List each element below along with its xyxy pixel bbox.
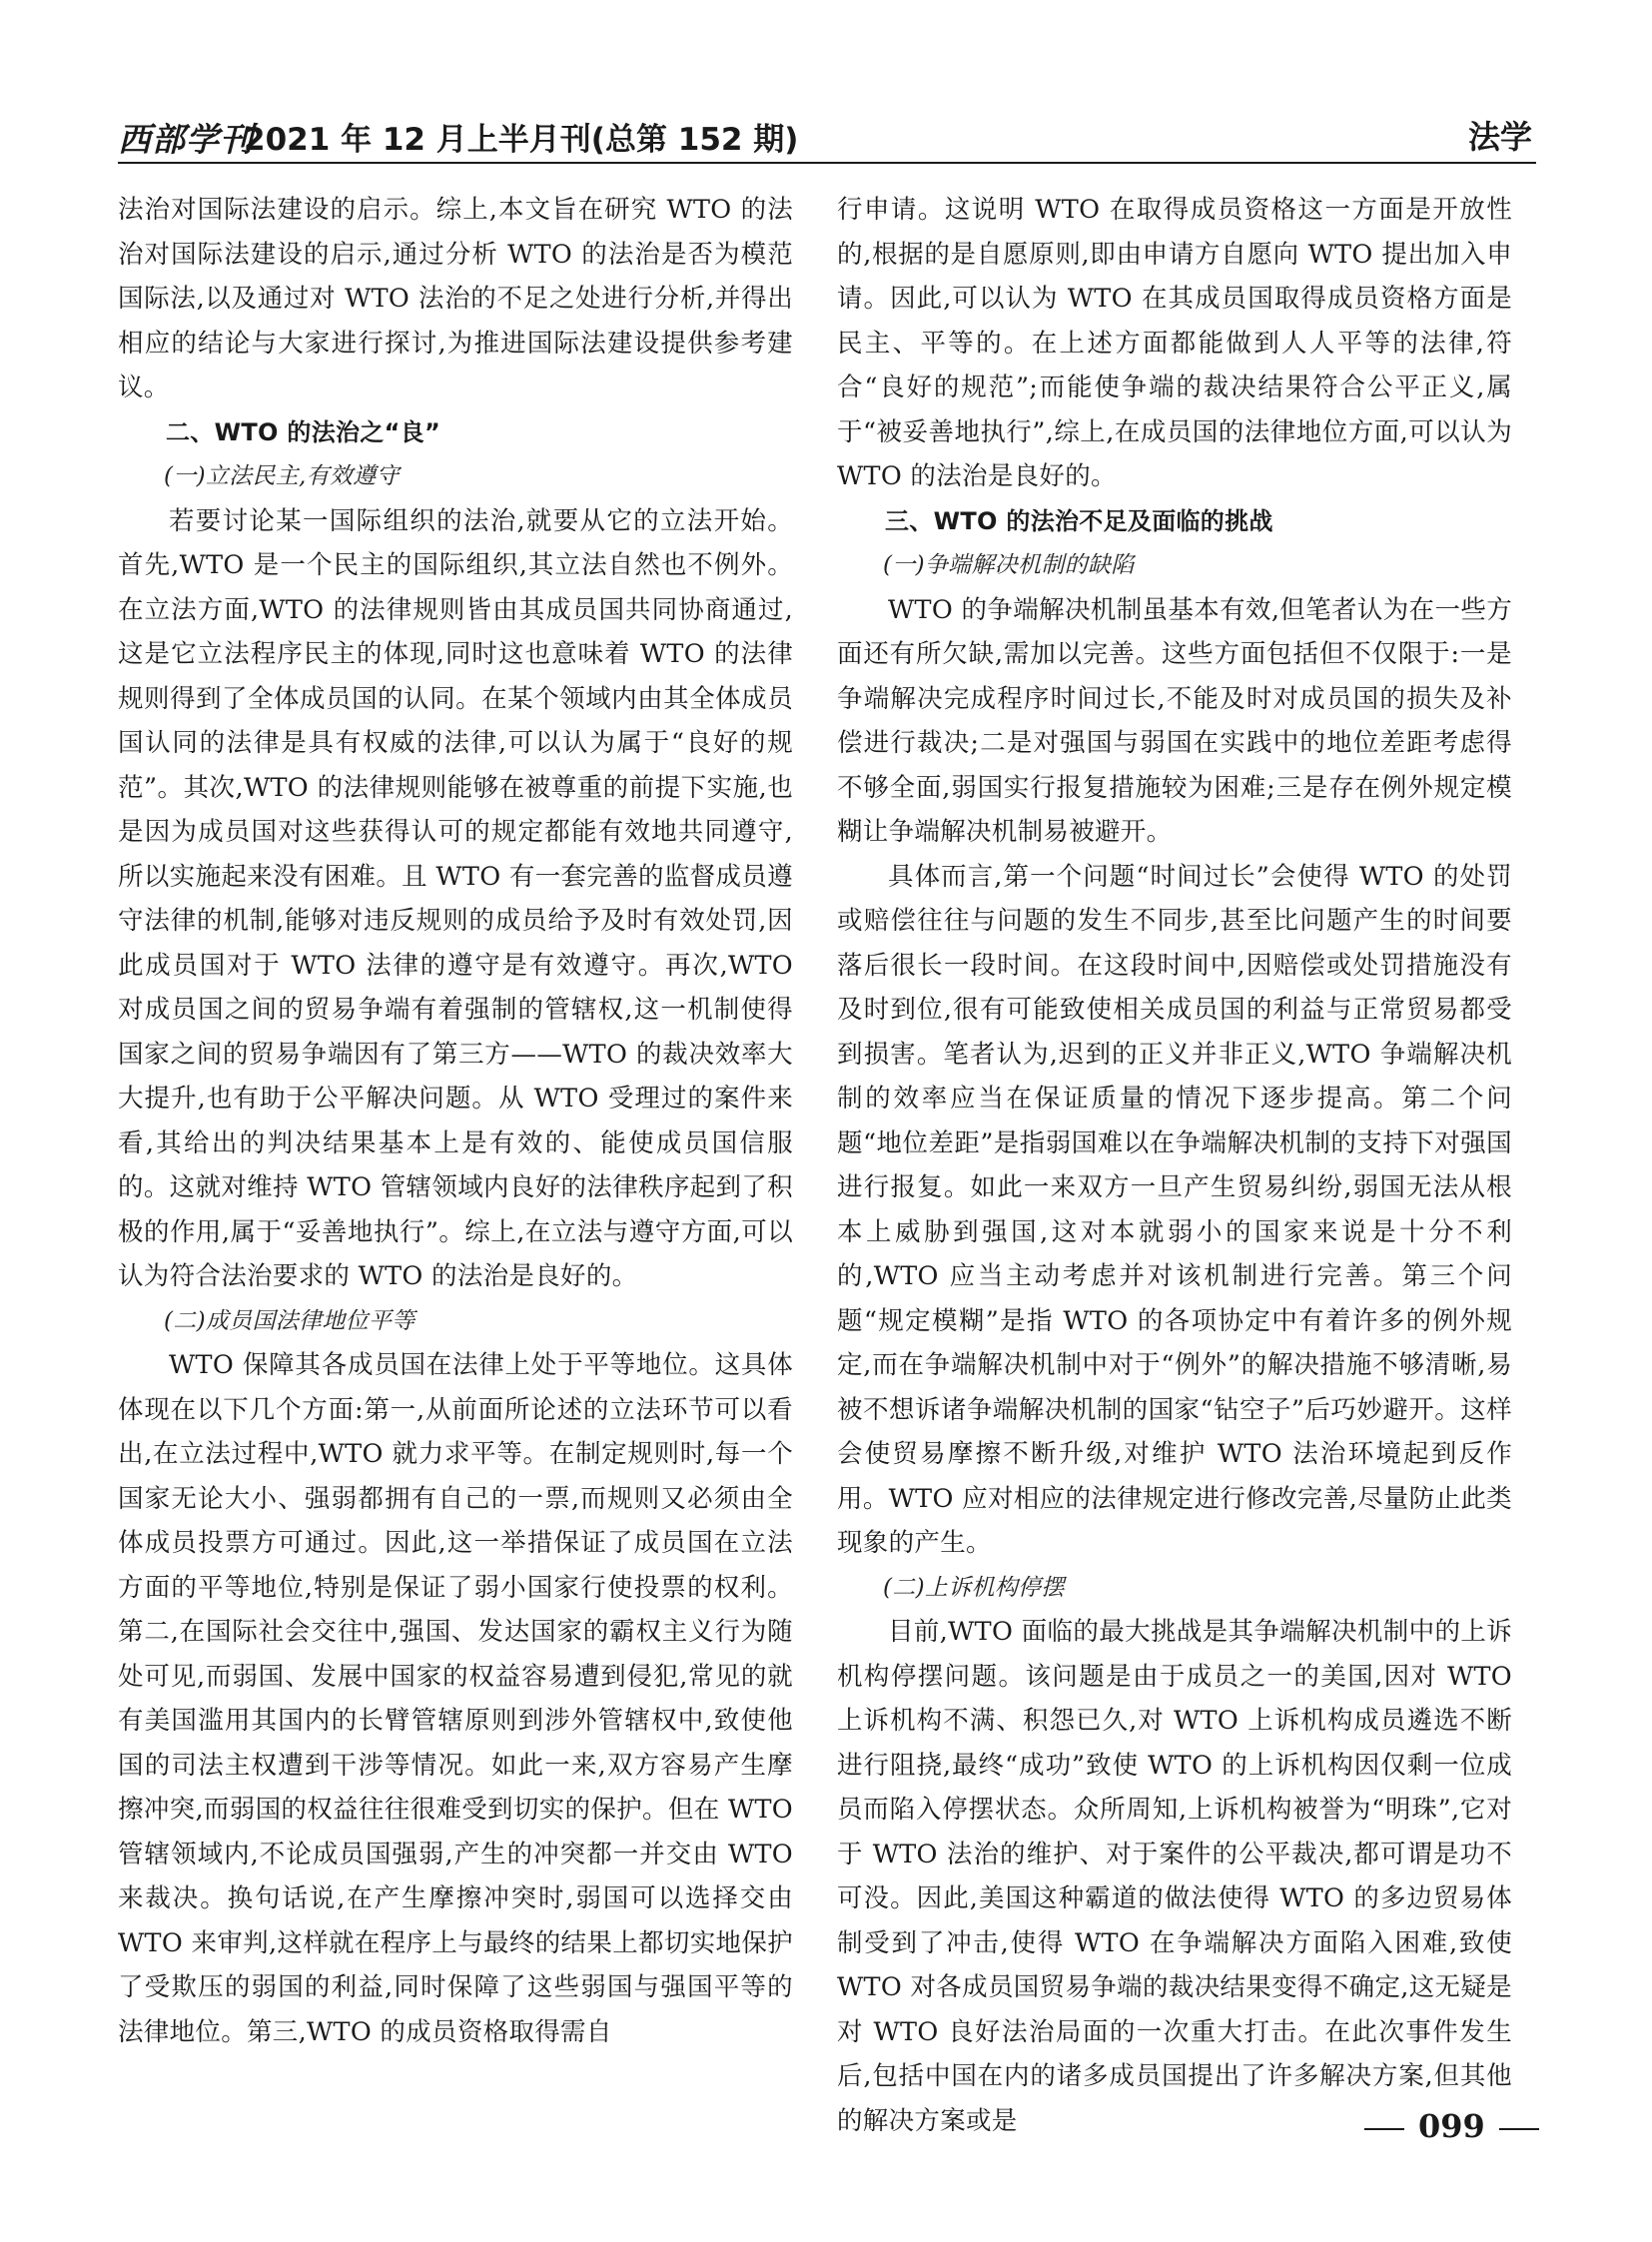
footer-dash-left bbox=[1364, 2128, 1404, 2130]
left-column bbox=[118, 188, 793, 2075]
page-footer bbox=[1350, 2107, 1553, 2145]
paragraph: 目前,WTO 面临的最大挑战是其争端解决机制中的上诉机构停摆问题。该问题是由于成员之一的美国,因对 WTO 上诉机构不满、积怨已久,对 WTO 上诉机构成员遴选不断进行阻挠,最终“成功”致使 WTO 的上诉机构因仅剩一位成员而陷入停摆状态。众所周知,上诉机构被誉为“明珠”,它对于 WTO 法治的维护、对于案件的公平裁决,都可谓是功不可没。因此,美国这种霸道的做法使得 WTO 的多边贸易体制受到了冲击,使得 WTO 在争端解决方面陷入困难,致使 WTO 对各成员国贸易争端的裁决结果变得不确定,这无疑是对 WTO 良好法治局面的一次重大打击。在此次事件发生后,包括中国在内的诸多成员国提出了许多解决方案,但其他的解决方案或是 bbox=[837, 1617, 1512, 2136]
page-header bbox=[118, 110, 1536, 164]
footer-dash-right bbox=[1499, 2128, 1539, 2130]
section-heading: 二、WTO 的法治之“良” bbox=[166, 417, 441, 446]
journal-logo: 西部学刊 bbox=[118, 120, 254, 159]
section-label: 法学 bbox=[1467, 118, 1532, 156]
subsection-heading: (一)争端解决机制的缺陷 bbox=[883, 552, 1135, 578]
paragraph: WTO 保障其各成员国在法律上处于平等地位。这具体体现在以下几个方面:第一,从前面所论述的立法环节可以看出,在立法过程中,WTO 就力求平等。在制定规则时,每一个国家无论大小、强弱都拥有自己的一票,而规则又必须由全体成员投票方可通过。因此,这一举措保证了成员国在立法方面的平等地位,特别是保证了弱小国家行使投票的权利。第二,在国际社会交往中,强国、发达国家的霸权主义行为随处可见,而弱国、发展中国家的权益容易遭到侵犯,常见的就有美国滥用其国内的长臂管辖原则到涉外管辖权中,致使他国的司法主权遭到干涉等情况。如此一来,双方容易产生摩擦冲突,而弱国的权益往往很难受到切实的保护。但在 WTO 管辖领域内,不论成员国强弱,产生的冲突都一并交由 WTO 来裁决。换句话说,在产生摩擦冲突时,弱国可以选择交由 WTO 来审判,这样就在程序上与最终的结果上都切实地保护了受欺压的弱国的利益,同时保障了这些弱国与强国平等的法律地位。第三,WTO 的成员资格取得需自 bbox=[118, 1350, 793, 2047]
subsection-heading: (二)上诉机构停摆 bbox=[883, 1574, 1065, 1601]
page-number: 099 bbox=[1418, 2107, 1485, 2145]
subsection-heading: (一)立法民主,有效遵守 bbox=[164, 463, 400, 489]
section-heading: 三、WTO 的法治不足及面临的挑战 bbox=[885, 506, 1273, 535]
issue-info: 2021 年 12 月上半月刊(总第 152 期) bbox=[244, 122, 799, 158]
subsection-heading: (二)成员国法律地位平等 bbox=[164, 1307, 415, 1334]
paragraph-continuation: 法治对国际法建设的启示。综上,本文旨在研究 WTO 的法治对国际法建设的启示,通过分析 WTO 的法治是否为模范国际法,以及通过对 WTO 法治的不足之处进行分析,并得出相应的结论与大家进行探讨,为推进国际法建设提供参考建议。 bbox=[118, 195, 793, 402]
paragraph: 若要讨论某一国际组织的法治,就要从它的立法开始。首先,WTO 是一个民主的国际组织,其立法自然也不例外。在立法方面,WTO 的法律规则皆由其成员国共同协商通过,这是它立法程序民主的体现,同时这也意味着 WTO 的法律规则得到了全体成员国的认同。在某个领域内由其全体成员国认同的法律是具有权威的法律,可以认为属于“良好的规范”。其次,WTO 的法律规则能够在被尊重的前提下实施,也是因为成员国对这些获得认可的规定都能有效地共同遵守,所以实施起来没有困难。且 WTO 有一套完善的监督成员遵守法律的机制,能够对违反规则的成员给予及时有效处罚,因此成员国对于 WTO 法律的遵守是有效遵守。再次,WTO 对成员国之间的贸易争端有着强制的管辖权,这一机制使得国家之间的贸易争端因有了第三方——WTO 的裁决效率大大提升,也有助于公平解决问题。从 WTO 受理过的案件来看,其给出的判决结果基本上是有效的、能使成员国信服的。这就对维持 WTO 管辖领域内良好的法律秩序起到了积极的作用,属于“妥善地执行”。综上,在立法与遵守方面,可以认为符合法治要求的 WTO 的法治是良好的。 bbox=[118, 505, 793, 1291]
paragraph: WTO 的争端解决机制虽基本有效,但笔者认为在一些方面还有所欠缺,需加以完善。这些方面包括但不仅限于:一是争端解决完成程序时间过长,不能及时对成员国的损失及补偿进行裁决;二是对强国与弱国在实践中的地位差距考虑得不够全面,弱国实行报复措施较为困难;三是存在例外规定模糊让争端解决机制易被避开。 bbox=[837, 594, 1512, 847]
paragraph: 具体而言,第一个问题“时间过长”会使得 WTO 的处罚或赔偿往往与问题的发生不同步,甚至比问题产生的时间要落后很长一段时间。在这段时间中,因赔偿或处罚措施没有及时到位,很有可能致使相关成员国的利益与正常贸易都受到损害。笔者认为,迟到的正义并非正义,WTO 争端解决机制的效率应当在保证质量的情况下逐步提高。第二个问题“地位差距”是指弱国难以在争端解决机制的支持下对强国进行报复。如此一来双方一旦产生贸易纠纷,弱国无法从根本上威胁到强国,这对本就弱小的国家来说是十分不利的,WTO 应当主动考虑并对该机制进行完善。第三个问题“规定模糊”是指 WTO 的各项协定中有着许多的例外规定,而在争端解决机制中对于“例外”的解决措施不够清晰,易被不想诉诸争端解决机制的国家“钻空子”后巧妙避开。这样会使贸易摩擦不断升级,对维护 WTO 法治环境起到反作用。WTO 应对相应的法律规定进行修改完善,尽量防止此类现象的产生。 bbox=[837, 861, 1512, 1558]
paragraph-continuation: 行申请。这说明 WTO 在取得成员资格这一方面是开放性的,根据的是自愿原则,即由申请方自愿向 WTO 提出加入申请。因此,可以认为 WTO 在其成员国取得成员资格方面是民主、平等的。在上述方面都能做到人人平等的法律,符合“良好的规范”;而能使争端的裁决结果符合公平正义,属于“被妥善地执行”,综上,在成员国的法律地位方面,可以认为 WTO 的法治是良好的。 bbox=[837, 195, 1512, 491]
